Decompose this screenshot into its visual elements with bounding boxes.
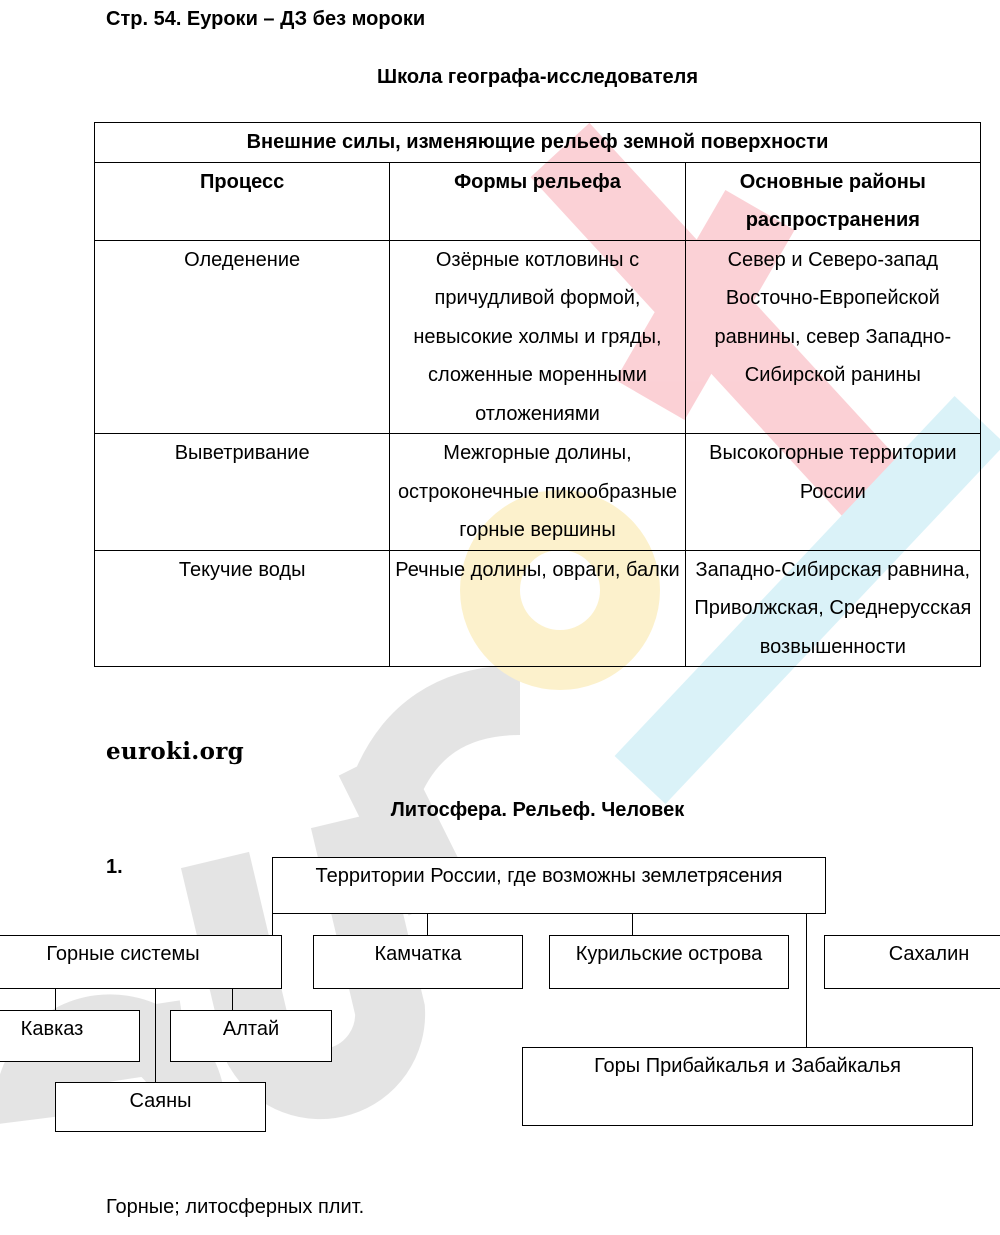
task-number: 1. (106, 856, 123, 878)
diagram-box-baikal-mountains: Горы Прибайкалья и Забайкалья (522, 1047, 973, 1126)
diagram-box-altai: Алтай (170, 1010, 332, 1062)
table-caption: Внешние силы, изменяющие рельеф земной поверхности (95, 123, 981, 163)
diagram-box-sayany: Саяны (55, 1082, 266, 1132)
column-header-regions: Основные районы распространения (685, 162, 980, 240)
diagram-box-kavkaz: Кавказ (0, 1010, 140, 1062)
connector-line (806, 912, 807, 1048)
site-label: euroki.org (106, 738, 245, 765)
page-header: Стр. 54. Еуроки – ДЗ без мороки (106, 8, 426, 30)
diagram-box-kamchatka: Камчатка (313, 935, 523, 989)
cell-process: Выветривание (95, 434, 390, 551)
table-row (95, 240, 981, 434)
cell-regions: Высокогорные территории России (685, 434, 980, 551)
section-title-geographer: Школа географа-исследователя (376, 66, 699, 88)
diagram-box-sakhalin: Сахалин (824, 935, 1000, 989)
cell-regions: Север и Северо-запад Восточно-Европейской равнины, север Западно-Сибирской ранины (685, 240, 980, 434)
cell-forms: Межгорные долины, остроконечные пикообразные горные вершины (390, 434, 685, 551)
cell-forms: Озёрные котловины с причудливой формой, невысокие холмы и гряды, сложенные моренными отложениями (390, 240, 685, 434)
relief-forces-table (94, 122, 981, 667)
section-title-lithosphere: Литосфера. Рельеф. Человек (390, 799, 685, 821)
table-caption-row (95, 123, 981, 163)
connector-line (632, 912, 633, 936)
diagram-box-kuril-islands: Курильские острова (549, 935, 789, 989)
diagram-box-mountain-systems: Горные системы (0, 935, 282, 989)
column-header-process: Процесс (95, 162, 390, 240)
connector-line (427, 912, 428, 936)
cell-forms: Речные долины, овраги, балки (390, 550, 685, 667)
cell-process: Текучие воды (95, 550, 390, 667)
diagram-root-box: Территории России, где возможны землетрясения (272, 857, 826, 914)
table-header-row (95, 162, 981, 240)
cell-regions: Западно-Сибирская равнина, Приволжская, Среднерусская возвышенности (685, 550, 980, 667)
answer-text: Горные; литосферных плит. (106, 1196, 365, 1218)
table-row (95, 550, 981, 667)
connector-line (55, 988, 56, 1011)
connector-line (155, 988, 156, 1083)
cell-process: Оледенение (95, 240, 390, 434)
connector-line (272, 912, 273, 936)
connector-line (232, 988, 233, 1011)
column-header-forms: Формы рельефа (390, 162, 685, 240)
table-row (95, 434, 981, 551)
